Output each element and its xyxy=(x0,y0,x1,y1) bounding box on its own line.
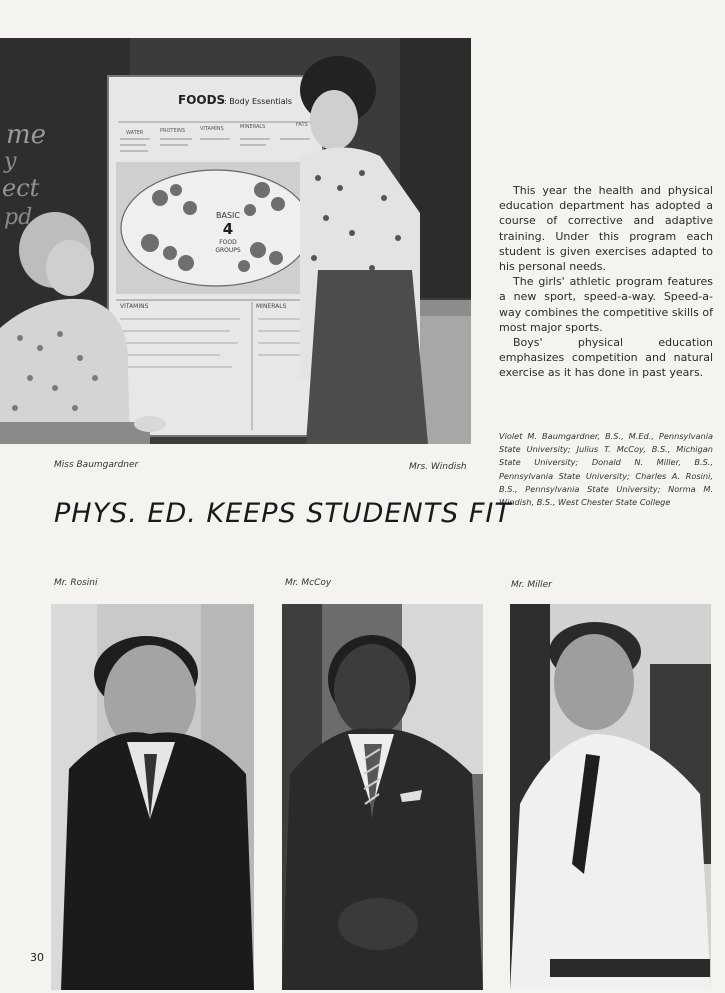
chalk-text-1: me xyxy=(6,120,47,150)
caption-rosini: Mr. Rosini xyxy=(54,578,98,588)
page-headline: PHYS. ED. KEEPS STUDENTS FIT xyxy=(54,498,512,529)
caption-mccoy: Mr. McCoy xyxy=(285,578,332,588)
poster-col-minerals: MINERALS xyxy=(240,124,266,130)
chalk-text-4: pd xyxy=(4,205,33,230)
intro-paragraph-3: Boys' physical education emphasizes competition and natural exercise as it has done in past years. xyxy=(499,336,713,380)
caption-miller: Mr. Miller xyxy=(511,580,552,590)
poster-col-water: WATER xyxy=(126,130,144,136)
portrait-miller xyxy=(510,604,711,990)
poster-col-vitamins: VITAMINS xyxy=(200,126,224,132)
poster-lower-vitamins: VITAMINS xyxy=(120,303,149,310)
caption-windish: Mrs. Windish xyxy=(409,462,467,472)
classroom-photo xyxy=(0,38,471,444)
poster-groups: GROUPS xyxy=(215,247,241,254)
page-number: 30 xyxy=(30,951,44,964)
portrait-mccoy xyxy=(282,604,483,990)
poster-subtitle: : Body Essentials xyxy=(224,97,293,106)
portrait-rosini xyxy=(51,604,254,990)
poster-lower-minerals: MINERALS xyxy=(256,303,287,310)
poster-col-proteins: PROTEINS xyxy=(160,128,186,134)
faculty-credentials: Violet M. Baumgardner, B.S., M.Ed., Pennsylvania State University; Julius T. McCoy, B.S., Michigan State University; Donald N. Miller, B.S., Pennsylvania State University; Charles A. Rosini, B.S., Pennsylvania State University; Norma M. Windish, B.S., West Chester State College xyxy=(499,431,713,508)
chalk-text-2: y xyxy=(4,149,17,174)
poster-basic: BASIC xyxy=(216,211,240,220)
food-poster xyxy=(108,76,323,436)
poster-four: 4 xyxy=(222,220,234,238)
chalk-text-3: ect xyxy=(2,174,40,202)
intro-text xyxy=(499,183,713,381)
poster-title: FOODS xyxy=(178,93,226,107)
intro-paragraph-1: This year the health and physical education department has adopted a course of corrective and adaptive training. Under this program each student is given exercises adapted to his personal needs. xyxy=(499,184,713,274)
intro-paragraph-2: The girls' athletic program features a new sport, speed-a-way. Speed-a-way combines the competitive skills of most major sports. xyxy=(499,275,713,334)
caption-baumgardner: Miss Baumgardner xyxy=(54,460,139,470)
poster-food: FOOD xyxy=(219,239,237,246)
poster-col-fats: FATS xyxy=(296,122,308,128)
